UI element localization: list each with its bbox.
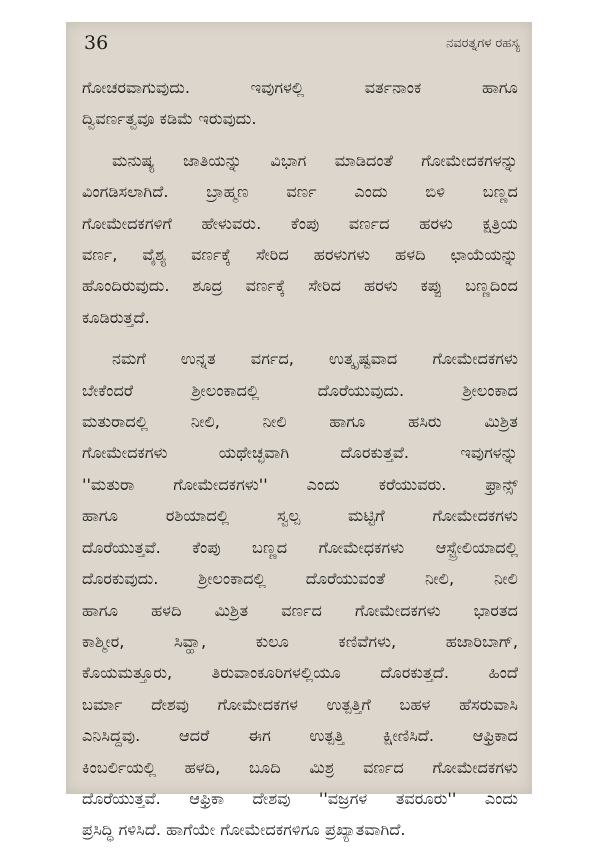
paragraph [82, 72, 518, 135]
paragraph [82, 145, 518, 333]
text-line: ಕೊಯಮತ್ತೂರು, ತಿರುವಾಂಕೂರಿಗಳಲ್ಲಿಯೂ ದೊರಕುತ್ತದೆ. ಹಿಂದೆ [82, 663, 518, 683]
page-header [84, 32, 520, 60]
text-line: ವಿಂಗಡಿಸಲಾಗಿದೆ. ಬ್ರಾಹ್ಮಣ ವರ್ಣ ಎಂದು ಬಿಳಿ ಬಣ್ಣದ [82, 182, 518, 202]
text-line: ದೊರೆಯುತ್ತವೆ. ಕೆಂಪು ಬಣ್ಣದ ಗೋಮೇಧಕಗಳು ಆಸ್ಟ್ರೇಲಿಯಾದಲ್ಲಿ [82, 537, 518, 557]
text-line: ಹಾಗೂ ರಶಿಯಾದಲ್ಲಿ ಸ್ವಲ್ಪ ಮಟ್ಟಿಗೆ ಗೋಮೇದಕಗಳು [82, 506, 518, 526]
page-number: 36 [84, 32, 109, 54]
book-page [66, 22, 532, 840]
text-line: ಕಿಂಬರ್ಲಿಯಲ್ಲಿ ಹಳದಿ, ಬೂದಿ ಮಿಶ್ರ ವರ್ಣದ ಗೋಮೇದಕಗಳು [82, 757, 518, 777]
body-text [82, 72, 518, 856]
text-line: ಕಾಶ್ಮೀರ, ಸಿವ್ಹಾ, ಕುಲೂ ಕಣಿವೆಗಳು, ಹಜಾರಿಬಾಗ್, [82, 631, 518, 651]
text-line: ದ್ವಿವರ್ಣತ್ವವೂ ಕಡಿಮೆ ಇರುವುದು. [82, 109, 257, 129]
text-line: ದೊರೆಯುತ್ತವೆ. ಆಫ್ರಿಕಾ ದೇಶವು ''ವಜ್ರಗಳ ತವರೂರು'' ಎಂದು [82, 788, 518, 808]
text-line: ಕೂಡಿರುತ್ತದೆ. [82, 307, 150, 327]
text-line: ''ಮತುರಾ ಗೋಮೇದಕಗಳು'' ಎಂದು ಕರೆಯುವರು. ಫ್ರಾನ್ಸ್ [82, 474, 518, 494]
text-line: ಎನಿಸಿದ್ದವು. ಆದರೆ ಈಗ ಉತ್ಪತ್ತಿ ಕ್ಷೀಣಿಸಿದೆ. ಆಫ್ರಿಕಾದ [82, 726, 518, 746]
running-title: ನವರತ್ನಗಳ ರಹಸ್ಯ [446, 36, 520, 51]
text-line: ನಮಗೆ ಉನ್ನತ ವರ್ಗದ, ಉತ್ಕೃಷ್ಟವಾದ ಗೋಮೇದಕಗಳು [112, 349, 518, 369]
text-line: ಹಾಗೂ ಹಳದಿ ಮಿಶ್ರಿತ ವರ್ಣದ ಗೋಮೇದಕಗಳು ಭಾರತದ [82, 600, 518, 620]
text-line: ಪ್ರಸಿದ್ಧಿ ಗಳಿಸಿದೆ. ಹಾಗೆಯೇ ಗೋಮೇದಕಗಳಿಗೂ ಪ್ರಖ್ಯಾತವಾಗಿದೆ. [82, 820, 406, 840]
text-line: ವರ್ಣ, ವೈಶ್ಯ ವರ್ಣಕ್ಕೆ ಸೇರಿದ ಹರಳುಗಳು ಹಳದಿ ಛಾಯೆಯನ್ನು [82, 245, 518, 265]
text-line: ಹೊಂದಿರುವುದು. ಶೂದ್ರ ವರ್ಣಕ್ಕೆ ಸೇರಿದ ಹರಳು ಕಪ್ಪು ಬಣ್ಣದಿಂದ [82, 276, 518, 296]
text-line: ದೊರಕುವುದು. ಶ್ರೀಲಂಕಾದಲ್ಲಿ ದೊರೆಯುವಂತೆ ನೀಲಿ, ನೀಲಿ [82, 569, 518, 589]
text-line: ಮನುಷ್ಯ ಜಾತಿಯನ್ನು ವಿಭಾಗ ಮಾಡಿದಂತೆ ಗೋಮೇದಕಗಳನ್ನು [112, 150, 518, 170]
text-line: ಬೇಕೆಂದರೆ ಶ್ರೀಲಂಕಾದಲ್ಲಿ ದೊರೆಯುವುದು. ಶ್ರೀಲಂಕಾದ [82, 380, 518, 400]
text-line: ಗೋಮೇದಕಗಳು ಯಥೇಚ್ಛವಾಗಿ ದೊರಕುತ್ತವೆ. ಇವುಗಳನ್ನು [82, 443, 518, 463]
text-line: ಗೋಮೇದಕಗಳಿಗೆ ಹೇಳುವರು. ಕೆಂಪು ವರ್ಣದ ಹರಳು ಕ್ಷತ್ರಿಯ [82, 213, 518, 233]
text-line: ಬರ್ಮಾ ದೇಶವು ಗೋಮೇದಕಗಳ ಉತ್ಪತ್ತಿಗೆ ಬಹಳ ಹೆಸರುವಾಸಿ [82, 694, 518, 714]
paragraph [82, 343, 518, 846]
text-line: ಗೋಚರವಾಗುವುದು. ಇವುಗಳಲ್ಲಿ ವರ್ತನಾಂಕ ಹಾಗೂ [82, 78, 518, 97]
text-line: ಮತುರಾದಲ್ಲಿ ನೀಲಿ, ನೀಲಿ ಹಾಗೂ ಹಸಿರು ಮಿಶ್ರಿತ [82, 412, 518, 432]
